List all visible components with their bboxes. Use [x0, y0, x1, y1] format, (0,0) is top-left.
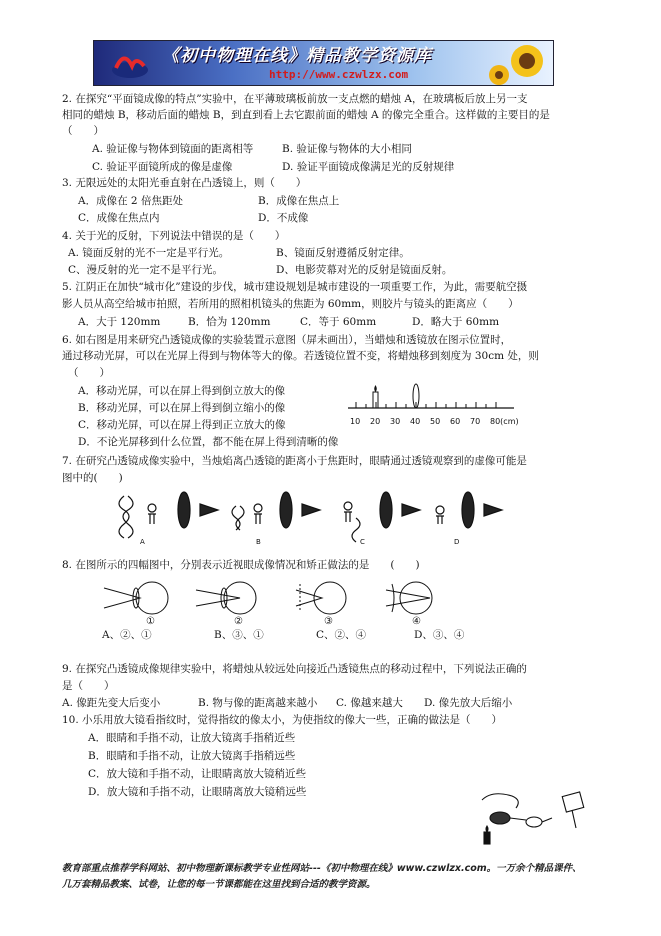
q5-stem-line1: 5. 江阴正在加快“城市化”建设的步伐，城市建设规划是城市建设的一项重要工作，为此，需要航空摄: [62, 281, 528, 293]
ruler-label: 70: [470, 417, 481, 426]
ruler-label: 30: [390, 417, 401, 426]
q7-figure-label: A: [140, 538, 145, 546]
q8-option-d: D、③、④: [414, 629, 465, 641]
ruler-label: 60: [450, 417, 461, 426]
q6-option-a: A．移动光屏，可以在屏上得到倒立放大的像: [78, 385, 286, 397]
banner-title: 《初中物理在线》精品教学资源库: [162, 46, 432, 66]
q8-option-b: B、③、①: [214, 629, 264, 641]
q10-stem: 10. 小乐用放大镜看指纹时，觉得指纹的像太小，为使指纹的像大一些，正确的做法是（ ）: [62, 714, 503, 726]
q2-option-a: A. 验证像与物体到镜面的距离相等: [92, 143, 254, 155]
q7-stem-line1: 7. 在研究凸透镜成像实验中，当烛焰离凸透镜的距离小于焦距时，眼睛通过透镜观察到的虚像可能是: [62, 455, 527, 467]
magnifier-experiment-figure: [452, 786, 592, 856]
optical-bench-figure: [344, 380, 534, 428]
q8-figure-label: ④: [412, 616, 421, 626]
q4-option-a: A. 镜面反射的光不一定是平行光。: [68, 247, 230, 259]
q5-stem-line2: 影人员从高空给城市拍照，若所用的照相机镜头的焦距为 60mm，则胶片与镜头的距离应（ ）: [62, 298, 519, 310]
q3-option-a: A．成像在 2 倍焦距处: [78, 195, 183, 207]
q9-option-b: B. 物与像的距离越来越小: [198, 697, 318, 709]
banner-url[interactable]: http://www.czwlzx.com: [269, 68, 409, 81]
q3-stem: 3. 无限远处的太阳光垂直射在凸透镜上，则（ ）: [62, 177, 307, 189]
q5-option-b: B．恰为 120mm: [188, 316, 271, 328]
q3-option-b: B．成像在焦点上: [258, 195, 340, 207]
q8-figure-label: ③: [324, 616, 333, 626]
q7-figure-label: D: [454, 538, 460, 546]
q6-option-b: B．移动光屏，可以在屏上得到倒立缩小的像: [78, 402, 286, 414]
q4-stem: 4. 关于光的反射，下列说法中错误的是（ ）: [62, 230, 286, 242]
ruler-label: 80(cm): [490, 417, 519, 426]
q6-option-c: C．移动光屏，可以在屏上得到正立放大的像: [78, 419, 286, 431]
q9-option-a: A. 像距先变大后变小: [62, 697, 161, 709]
sunflower-image-icon: [487, 43, 547, 85]
ruler-label: 40: [410, 417, 421, 426]
q10-option-b: B．眼睛和手指不动，让放大镜离手指稍远些: [88, 750, 296, 762]
q4-option-c: C、漫反射的光一定不是平行光。: [68, 264, 224, 276]
q5-option-a: A．大于 120mm: [78, 316, 161, 328]
footer-line1: 教育部重点推荐学科网站、初中物理新课标教学专业性网站---《初中物理在线》www.czwlzx.com。一万余个精品课件、: [62, 863, 582, 874]
q10-option-c: C．放大镜和手指不动，让眼睛离放大镜稍近些: [88, 768, 307, 780]
q7-stem-line2: 图中的( ): [62, 472, 123, 484]
q2-option-b: B. 验证像与物体的大小相同: [282, 143, 412, 155]
ruler-label: 20: [370, 417, 381, 426]
q8-option-a: A、②、①: [102, 629, 152, 641]
q9-option-d: D. 像先放大后缩小: [424, 697, 513, 709]
svg-text:10 20 30 40 50: [350, 417, 519, 426]
q9-option-c: C. 像越来越大: [336, 697, 403, 709]
q6-stem-line3: （ ）: [68, 367, 110, 379]
q7-figure-label: B: [256, 538, 261, 546]
header-banner: [93, 40, 554, 86]
ruler-label: 50: [430, 417, 441, 426]
q8-option-c: C、②、④: [316, 629, 367, 641]
virtual-image-figure: [110, 490, 510, 546]
svg-text:A B C D: [140, 538, 459, 546]
q2-option-c: C. 验证平面镜所成的像是虚像: [92, 161, 233, 173]
q6-option-d: D．不论光屏移到什么位置，都不能在屏上得到清晰的像: [78, 436, 339, 448]
q4-option-b: B、镜面反射遵循反射定律。: [276, 247, 410, 259]
q5-option-c: C．等于 60mm: [300, 316, 377, 328]
eye-diagram-figure: [100, 574, 480, 626]
q7-figure-label: C: [360, 538, 365, 546]
q10-option-d: D．放大镜和手指不动，让眼睛离放大镜稍远些: [88, 786, 307, 798]
q5-option-d: D．略大于 60mm: [412, 316, 500, 328]
footer-line2: 几万套精品教案、试卷，让您的每一节课都能在这里找到合适的教学资源。: [62, 879, 376, 890]
q2-stem-line3: （ ）: [62, 125, 104, 137]
q10-option-a: A．眼睛和手指不动，让放大镜离手指稍近些: [88, 732, 296, 744]
q6-stem-line2: 通过移动光屏，可以在光屏上得到与物体等大的像。若透镜位置不变，将蜡烛移到刻度为 30cm 处，则: [62, 350, 539, 362]
q9-stem-line2: 是（ ）: [62, 680, 115, 692]
q8-figure-label: ②: [234, 616, 243, 626]
q9-stem-line1: 9. 在探究凸透镜成像规律实验中，将蜡烛从较远处向接近凸透镜焦点的移动过程中，下列说法正确的: [62, 663, 527, 675]
q6-stem-line1: 6. 如右图是用来研究凸透镜成像的实验装置示意图（屏未画出），当蜡烛和透镜放在图示位置时，: [62, 334, 512, 346]
q3-option-c: C．成像在焦点内: [78, 212, 160, 224]
q2-stem-line1: 2. 在探究“平面镜成像的特点”实验中，在平薄玻璃板前放一支点燃的蜡烛 A，在玻璃板后放上另一支: [62, 93, 528, 105]
svg-text:① ② ③ ④: [146, 616, 421, 626]
q2-stem-line2: 相同的蜡烛 B，移动后面的蜡烛 B，到直到看上去它跟前面的蜡烛 A 的像完全重合。这样做的主要目的是: [62, 109, 550, 121]
q2-option-d: D. 验证平面镜成像满足光的反射规律: [282, 161, 455, 173]
q4-option-d: D、电影荧幕对光的反射是镜面反射。: [276, 264, 453, 276]
ruler-label: 10: [350, 417, 361, 426]
q8-figure-label: ①: [146, 616, 155, 626]
q3-option-d: D．不成像: [258, 212, 309, 224]
site-logo-icon: [110, 48, 150, 80]
q8-stem: 8. 在图所示的四幅图中，分别表示近视眼成像情况和矫正做法的是 ( ): [62, 559, 420, 571]
